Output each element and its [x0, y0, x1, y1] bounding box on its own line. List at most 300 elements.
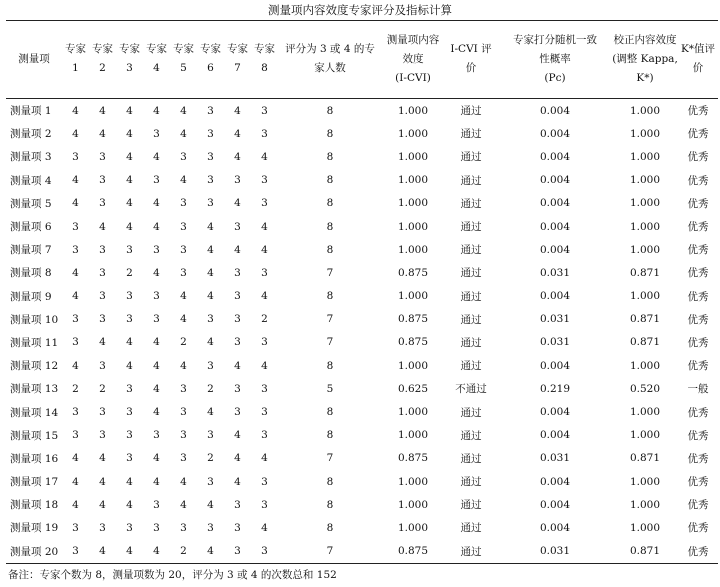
expert-5-score-cell: 3 [180, 521, 187, 534]
expert-6-score-cell: 3 [207, 127, 214, 140]
expert-2-score-cell: 3 [99, 197, 106, 210]
pc-cell: 0.004 [539, 521, 571, 534]
count-cell: 5 [326, 382, 334, 395]
kappa-eval-cell: 优秀 [687, 545, 709, 558]
kappa-eval-cell: 优秀 [687, 244, 709, 257]
kappa-eval-cell: 优秀 [687, 476, 709, 489]
item-name-cell: 测量项 13 [10, 383, 59, 396]
expert-4-score-cell: 3 [153, 290, 160, 303]
icvi-cell: 1.000 [397, 150, 429, 163]
expert-3-score-cell: 3 [126, 406, 133, 419]
expert-3-score-cell: 3 [126, 382, 133, 395]
expert-4-score-cell: 4 [153, 359, 160, 372]
kappa-eval-cell: 优秀 [687, 452, 709, 465]
item-name-cell: 测量项 9 [10, 290, 52, 303]
header-expert-5: 专家 5 [173, 43, 194, 74]
header-count: 评分为 3 或 4 的专 家人数 [285, 43, 375, 74]
expert-2-score-cell: 3 [99, 266, 106, 279]
kappa-cell: 1.000 [629, 429, 661, 442]
icvi-cell: 1.000 [397, 359, 429, 372]
table-row [6, 354, 718, 377]
icvi-eval-cell: 通过 [460, 197, 482, 210]
expert-7-score-cell: 3 [234, 406, 241, 419]
icvi-eval-cell: 通过 [460, 452, 482, 465]
item-name-cell: 测量项 6 [10, 221, 52, 234]
kappa-cell: 0.871 [629, 313, 661, 326]
expert-6-score-cell: 3 [207, 174, 214, 187]
count-cell: 8 [326, 150, 334, 163]
item-name-cell: 测量项 18 [10, 499, 59, 512]
expert-2-score-cell: 3 [99, 150, 106, 163]
expert-7-score-cell: 3 [234, 313, 241, 326]
item-name-cell: 测量项 2 [10, 128, 52, 141]
pc-cell: 0.004 [539, 498, 571, 511]
expert-5-score-cell: 3 [180, 197, 187, 210]
kappa-cell: 1.000 [629, 197, 661, 210]
expert-6-score-cell: 3 [207, 150, 214, 163]
item-name-cell: 测量项 4 [10, 174, 52, 187]
count-cell: 8 [326, 174, 334, 187]
kappa-eval-cell: 优秀 [687, 336, 709, 349]
icvi-eval-cell: 通过 [460, 360, 482, 373]
header-expert-3: 专家 3 [119, 43, 140, 74]
pc-cell: 0.004 [539, 243, 571, 256]
expert-4-score-cell: 4 [153, 452, 160, 465]
expert-7-score-cell: 3 [234, 290, 241, 303]
expert-6-score-cell: 3 [207, 521, 214, 534]
expert-6-score-cell: 3 [207, 359, 214, 372]
item-name-cell: 测量项 5 [10, 197, 52, 210]
icvi-eval-cell: 通过 [460, 545, 482, 558]
expert-2-score-cell: 3 [99, 359, 106, 372]
expert-5-score-cell: 4 [180, 174, 187, 187]
expert-1-score-cell: 3 [72, 429, 79, 442]
expert-4-score-cell: 3 [153, 313, 160, 326]
expert-5-score-cell: 3 [180, 220, 187, 233]
expert-1-score-cell: 3 [72, 545, 79, 558]
header-item: 测量项 [18, 52, 50, 65]
count-cell: 8 [326, 498, 334, 511]
icvi-cell: 0.875 [397, 266, 429, 279]
table-row [6, 424, 718, 447]
expert-6-score-cell: 4 [207, 545, 214, 558]
header-kappa: 校正内容效度 (调整 Kappa, K*) [612, 33, 678, 84]
icvi-eval-cell: 通过 [460, 499, 482, 512]
expert-7-score-cell: 4 [234, 243, 241, 256]
icvi-eval-cell: 通过 [460, 522, 482, 535]
expert-6-score-cell: 4 [207, 406, 214, 419]
table-row [6, 308, 718, 331]
expert-8-score-cell: 3 [261, 127, 268, 140]
expert-3-score-cell: 4 [126, 197, 133, 210]
icvi-eval-cell: 不通过 [455, 383, 487, 396]
kappa-eval-cell: 优秀 [687, 174, 709, 187]
expert-2-score-cell: 4 [99, 104, 106, 117]
expert-2-score-cell: 2 [99, 382, 106, 395]
expert-1-score-cell: 4 [72, 104, 79, 117]
expert-8-score-cell: 4 [261, 521, 268, 534]
expert-8-score-cell: 4 [261, 359, 268, 372]
expert-3-score-cell: 4 [126, 545, 133, 558]
expert-1-score-cell: 3 [72, 406, 79, 419]
expert-8-score-cell: 4 [261, 243, 268, 256]
count-cell: 8 [326, 521, 334, 534]
icvi-eval-cell: 通过 [460, 313, 482, 326]
icvi-cell: 1.000 [397, 243, 429, 256]
expert-1-score-cell: 4 [72, 197, 79, 210]
item-name-cell: 测量项 14 [10, 406, 59, 419]
count-cell: 8 [326, 290, 334, 303]
kappa-cell: 1.000 [629, 521, 661, 534]
item-name-cell: 测量项 1 [10, 105, 52, 118]
expert-7-score-cell: 4 [234, 104, 241, 117]
expert-4-score-cell: 4 [153, 104, 160, 117]
table-body [6, 99, 718, 563]
expert-4-score-cell: 4 [153, 382, 160, 395]
table-row [6, 238, 718, 261]
expert-2-score-cell: 4 [99, 475, 106, 488]
expert-8-score-cell: 2 [261, 313, 268, 326]
expert-3-score-cell: 4 [126, 359, 133, 372]
pc-cell: 0.004 [539, 429, 571, 442]
expert-2-score-cell: 4 [99, 498, 106, 511]
icvi-cell: 1.000 [397, 498, 429, 511]
kappa-cell: 1.000 [629, 150, 661, 163]
count-cell: 7 [326, 452, 334, 465]
kappa-cell: 0.871 [629, 336, 661, 349]
expert-1-score-cell: 3 [72, 220, 79, 233]
table-row [6, 540, 718, 563]
expert-5-score-cell: 3 [180, 452, 187, 465]
kappa-eval-cell: 优秀 [687, 105, 709, 118]
expert-2-score-cell: 3 [99, 174, 106, 187]
kappa-eval-cell: 优秀 [687, 499, 709, 512]
expert-3-score-cell: 3 [126, 452, 133, 465]
expert-1-score-cell: 4 [72, 359, 79, 372]
expert-8-score-cell: 3 [261, 104, 268, 117]
kappa-eval-cell: 优秀 [687, 290, 709, 303]
expert-1-score-cell: 4 [72, 475, 79, 488]
header-expert-4: 专家 4 [146, 43, 167, 74]
expert-2-score-cell: 3 [99, 243, 106, 256]
expert-3-score-cell: 3 [126, 429, 133, 442]
pc-cell: 0.004 [539, 197, 571, 210]
table-row [6, 400, 718, 423]
icvi-cell: 0.875 [397, 545, 429, 558]
expert-5-score-cell: 3 [180, 406, 187, 419]
expert-6-score-cell: 2 [207, 382, 214, 395]
expert-4-score-cell: 4 [153, 220, 160, 233]
expert-7-score-cell: 4 [234, 127, 241, 140]
table-row [6, 99, 718, 122]
kappa-cell: 1.000 [629, 406, 661, 419]
expert-3-score-cell: 4 [126, 498, 133, 511]
pc-cell: 0.031 [539, 452, 571, 465]
kappa-eval-cell: 优秀 [687, 429, 709, 442]
kappa-eval-cell: 优秀 [687, 221, 709, 234]
expert-8-score-cell: 3 [261, 406, 268, 419]
icvi-cell: 1.000 [397, 475, 429, 488]
header-expert-8: 专家 8 [254, 43, 275, 74]
expert-6-score-cell: 3 [207, 475, 214, 488]
expert-4-score-cell: 4 [153, 150, 160, 163]
expert-4-score-cell: 4 [153, 545, 160, 558]
count-cell: 8 [326, 429, 334, 442]
expert-2-score-cell: 4 [99, 452, 106, 465]
expert-6-score-cell: 3 [207, 104, 214, 117]
icvi-eval-cell: 通过 [460, 221, 482, 234]
item-name-cell: 测量项 11 [10, 336, 59, 349]
expert-2-score-cell: 4 [99, 336, 106, 349]
expert-7-score-cell: 3 [234, 498, 241, 511]
header-expert-1: 专家 1 [65, 43, 86, 74]
icvi-eval-cell: 通过 [460, 267, 482, 280]
kappa-cell: 1.000 [629, 127, 661, 140]
expert-3-score-cell: 4 [126, 104, 133, 117]
expert-6-score-cell: 4 [207, 243, 214, 256]
score-table [6, 99, 718, 563]
icvi-cell: 0.875 [397, 336, 429, 349]
expert-7-score-cell: 4 [234, 197, 241, 210]
expert-6-score-cell: 4 [207, 336, 214, 349]
count-cell: 8 [326, 475, 334, 488]
expert-5-score-cell: 3 [180, 150, 187, 163]
expert-1-score-cell: 3 [72, 243, 79, 256]
kappa-cell: 1.000 [629, 475, 661, 488]
kappa-cell: 1.000 [629, 498, 661, 511]
pc-cell: 0.004 [539, 150, 571, 163]
expert-7-score-cell: 3 [234, 545, 241, 558]
kappa-eval-cell: 优秀 [687, 522, 709, 535]
expert-8-score-cell: 3 [261, 498, 268, 511]
pc-cell: 0.004 [539, 104, 571, 117]
pc-cell: 0.004 [539, 475, 571, 488]
icvi-eval-cell: 通过 [460, 476, 482, 489]
count-cell: 7 [326, 336, 334, 349]
icvi-eval-cell: 通过 [460, 151, 482, 164]
icvi-eval-cell: 通过 [460, 406, 482, 419]
expert-5-score-cell: 3 [180, 266, 187, 279]
expert-6-score-cell: 2 [207, 452, 214, 465]
item-name-cell: 测量项 17 [10, 476, 59, 489]
icvi-cell: 1.000 [397, 521, 429, 534]
kappa-eval-cell: 优秀 [687, 128, 709, 141]
count-cell: 8 [326, 359, 334, 372]
table-row [6, 285, 718, 308]
table-row [6, 192, 718, 215]
expert-5-score-cell: 2 [180, 545, 187, 558]
pc-cell: 0.031 [539, 266, 571, 279]
expert-7-score-cell: 3 [234, 382, 241, 395]
expert-4-score-cell: 4 [153, 336, 160, 349]
expert-7-score-cell: 3 [234, 521, 241, 534]
expert-3-score-cell: 2 [126, 266, 133, 279]
expert-6-score-cell: 4 [207, 220, 214, 233]
kappa-cell: 1.000 [629, 243, 661, 256]
expert-8-score-cell: 3 [261, 382, 268, 395]
expert-1-score-cell: 4 [72, 290, 79, 303]
expert-1-score-cell: 3 [72, 336, 79, 349]
expert-8-score-cell: 3 [261, 475, 268, 488]
expert-4-score-cell: 4 [153, 475, 160, 488]
header-pc: 专家打分随机一致 性概率 (Pc) [513, 33, 597, 84]
expert-5-score-cell: 4 [180, 359, 187, 372]
item-name-cell: 测量项 19 [10, 522, 59, 535]
expert-7-score-cell: 4 [234, 475, 241, 488]
expert-1-score-cell: 3 [72, 313, 79, 326]
item-name-cell: 测量项 12 [10, 360, 59, 373]
pc-cell: 0.219 [539, 382, 571, 395]
count-cell: 7 [326, 313, 334, 326]
table-row [6, 122, 718, 145]
expert-5-score-cell: 4 [180, 290, 187, 303]
header-expert-6: 专家 6 [200, 43, 221, 74]
expert-4-score-cell: 3 [153, 174, 160, 187]
table-row [6, 169, 718, 192]
table-title: 测量项内容效度专家评分及指标计算 [268, 3, 452, 17]
pc-cell: 0.031 [539, 336, 571, 349]
expert-3-score-cell: 3 [126, 313, 133, 326]
count-cell: 8 [326, 127, 334, 140]
expert-2-score-cell: 4 [99, 127, 106, 140]
count-cell: 8 [326, 406, 334, 419]
expert-5-score-cell: 4 [180, 127, 187, 140]
expert-4-score-cell: 4 [153, 197, 160, 210]
expert-7-score-cell: 3 [234, 174, 241, 187]
item-name-cell: 测量项 16 [10, 452, 59, 465]
icvi-eval-cell: 通过 [460, 429, 482, 442]
expert-4-score-cell: 3 [153, 429, 160, 442]
icvi-cell: 0.875 [397, 313, 429, 326]
kappa-cell: 0.520 [629, 382, 661, 395]
expert-5-score-cell: 4 [180, 498, 187, 511]
pc-cell: 0.031 [539, 313, 571, 326]
expert-8-score-cell: 4 [261, 452, 268, 465]
expert-1-score-cell: 4 [72, 266, 79, 279]
expert-8-score-cell: 3 [261, 336, 268, 349]
expert-3-score-cell: 3 [126, 243, 133, 256]
expert-1-score-cell: 3 [72, 150, 79, 163]
icvi-cell: 1.000 [397, 290, 429, 303]
expert-7-score-cell: 4 [234, 429, 241, 442]
expert-2-score-cell: 3 [99, 313, 106, 326]
table-row [6, 493, 718, 516]
expert-5-score-cell: 3 [180, 429, 187, 442]
expert-7-score-cell: 4 [234, 150, 241, 163]
expert-8-score-cell: 4 [261, 290, 268, 303]
expert-3-score-cell: 4 [126, 150, 133, 163]
header-icvi-eval: I-CVI 评 价 [450, 43, 492, 74]
item-name-cell: 测量项 3 [10, 151, 52, 164]
expert-1-score-cell: 4 [72, 452, 79, 465]
expert-7-score-cell: 3 [234, 220, 241, 233]
header-icvi: 测量项内容 效度 (I-CVI) [386, 33, 440, 84]
kappa-cell: 1.000 [629, 290, 661, 303]
pc-cell: 0.004 [539, 406, 571, 419]
icvi-cell: 1.000 [397, 406, 429, 419]
header-kappa-eval: K*值评 价 [680, 43, 716, 74]
kappa-eval-cell: 优秀 [687, 267, 709, 280]
count-cell: 8 [326, 243, 334, 256]
item-name-cell: 测量项 10 [10, 313, 59, 326]
expert-5-score-cell: 2 [180, 336, 187, 349]
count-cell: 7 [326, 266, 334, 279]
kappa-cell: 1.000 [629, 174, 661, 187]
expert-4-score-cell: 3 [153, 498, 160, 511]
expert-8-score-cell: 3 [261, 197, 268, 210]
kappa-eval-cell: 优秀 [687, 197, 709, 210]
expert-2-score-cell: 3 [99, 429, 106, 442]
expert-8-score-cell: 3 [261, 429, 268, 442]
expert-3-score-cell: 3 [126, 521, 133, 534]
table-row [6, 470, 718, 493]
kappa-cell: 1.000 [629, 220, 661, 233]
expert-1-score-cell: 2 [72, 382, 79, 395]
expert-1-score-cell: 3 [72, 521, 79, 534]
expert-6-score-cell: 3 [207, 429, 214, 442]
count-cell: 8 [326, 197, 334, 210]
icvi-cell: 0.625 [397, 382, 429, 395]
expert-4-score-cell: 3 [153, 521, 160, 534]
expert-3-score-cell: 4 [126, 127, 133, 140]
kappa-eval-cell: 优秀 [687, 406, 709, 419]
kappa-eval-cell: 优秀 [687, 151, 709, 164]
expert-2-score-cell: 4 [99, 220, 106, 233]
expert-7-score-cell: 3 [234, 336, 241, 349]
expert-5-score-cell: 4 [180, 475, 187, 488]
expert-5-score-cell: 3 [180, 243, 187, 256]
expert-3-score-cell: 4 [126, 336, 133, 349]
icvi-cell: 1.000 [397, 197, 429, 210]
table-row [6, 447, 718, 470]
expert-5-score-cell: 4 [180, 313, 187, 326]
icvi-eval-cell: 通过 [460, 290, 482, 303]
icvi-eval-cell: 通过 [460, 174, 482, 187]
table-row [6, 377, 718, 400]
icvi-cell: 1.000 [397, 429, 429, 442]
pc-cell: 0.004 [539, 290, 571, 303]
expert-2-score-cell: 3 [99, 290, 106, 303]
expert-4-score-cell: 4 [153, 266, 160, 279]
table-row [6, 215, 718, 238]
expert-6-score-cell: 4 [207, 290, 214, 303]
expert-6-score-cell: 4 [207, 266, 214, 279]
kappa-cell: 1.000 [629, 359, 661, 372]
expert-3-score-cell: 4 [126, 220, 133, 233]
header-expert-2: 专家 2 [92, 43, 113, 74]
item-name-cell: 测量项 20 [10, 545, 59, 558]
header-expert-7: 专家 7 [227, 43, 248, 74]
table-row [6, 331, 718, 354]
expert-7-score-cell: 4 [234, 452, 241, 465]
item-name-cell: 测量项 7 [10, 244, 52, 257]
expert-6-score-cell: 3 [207, 313, 214, 326]
icvi-cell: 1.000 [397, 104, 429, 117]
expert-2-score-cell: 3 [99, 406, 106, 419]
kappa-cell: 0.871 [629, 452, 661, 465]
count-cell: 8 [326, 220, 334, 233]
bottom-rule [6, 563, 718, 564]
expert-6-score-cell: 3 [207, 197, 214, 210]
icvi-eval-cell: 通过 [460, 128, 482, 141]
expert-7-score-cell: 3 [234, 266, 241, 279]
expert-7-score-cell: 4 [234, 359, 241, 372]
expert-3-score-cell: 4 [126, 174, 133, 187]
expert-3-score-cell: 3 [126, 290, 133, 303]
icvi-cell: 1.000 [397, 174, 429, 187]
icvi-eval-cell: 通过 [460, 244, 482, 257]
icvi-cell: 1.000 [397, 220, 429, 233]
